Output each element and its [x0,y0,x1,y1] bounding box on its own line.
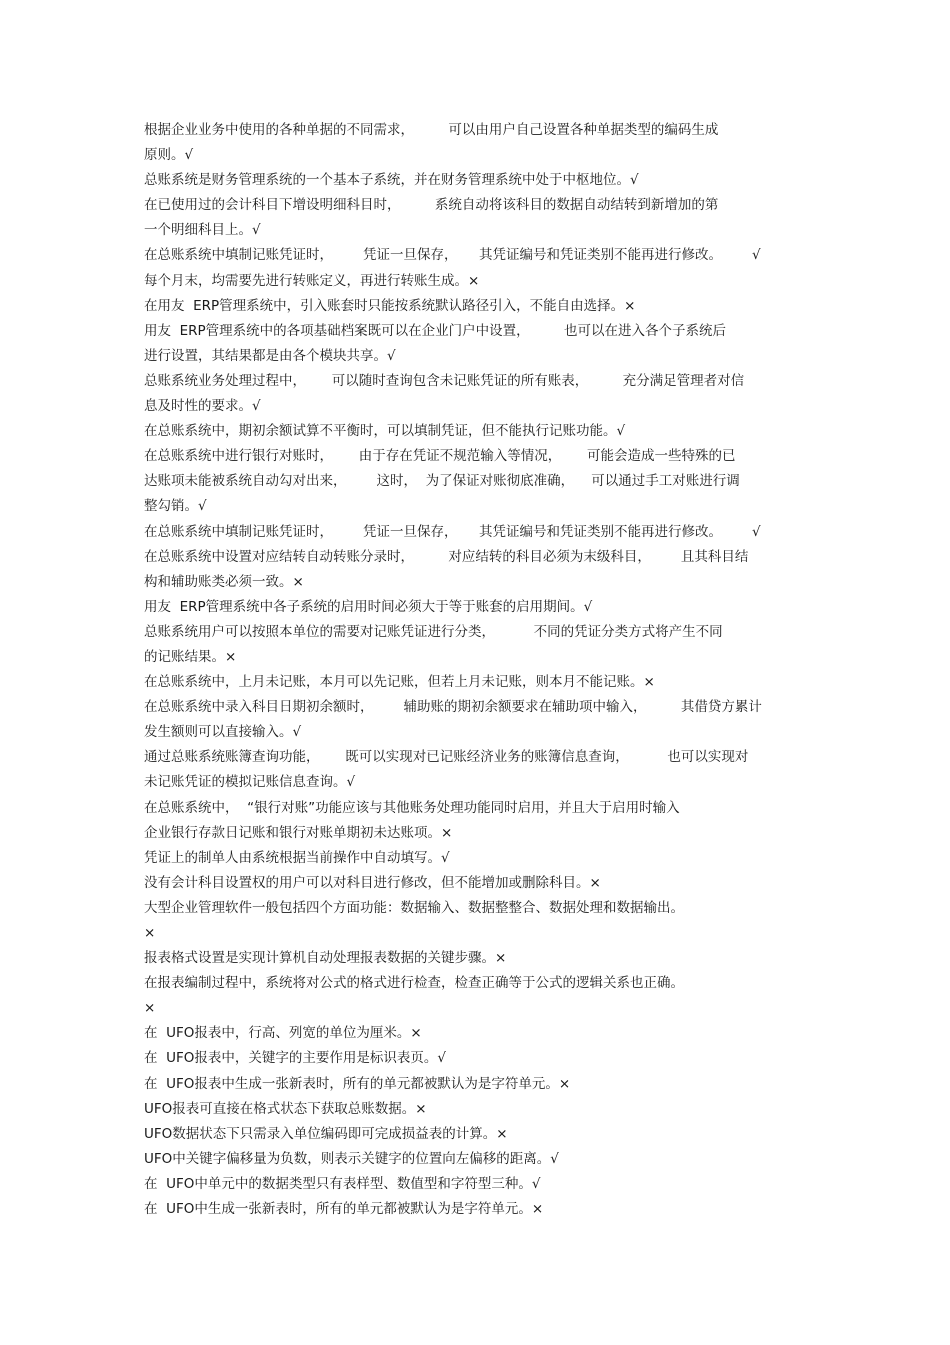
text-line: 在 UFO报表中，关键字的主要作用是标识表页。√ [144,1050,446,1067]
text-line: 用友 ERP管理系统中各子系统的启用时间必须大于等于账套的启用期间。√ [144,598,593,615]
text-line: 在总账系统中设置对应结转自动转账分录时， 对应结转的科目必须为末级科目， 且其科目结 [144,548,749,565]
text-line: 总账系统用户可以按照本单位的需要对记账凭证进行分类， 不同的凭证分类方式将产生不同 [144,623,723,640]
text-line: 在总账系统中录入科目日期初余额时， 辅助账的期初余额要求在辅助项中输入， 其借贷方累计 [144,699,762,716]
text-line: 报表格式设置是实现计算机自动处理报表数据的关键步骤。× [144,950,507,967]
text-line: UFO数据状态下只需录入单位编码即可完成损益表的计算。× [144,1125,508,1142]
text-line: 根据企业业务中使用的各种单据的不同需求， 可以由用户自己设置各种单据类型的编码生成 [144,122,719,138]
text-line: 在报表编制过程中，系统将对公式的格式进行检查，检查正确等于公式的逻辑关系也正确。 [144,975,684,992]
text-line: 总账系统是财务管理系统的一个基本子系统，并在财务管理系统中处于中枢地位。√ [144,172,639,189]
text-line: 在总账系统中， “银行对账”功能应该与其他账务处理功能同时启用，并且大于启用时输入 [144,799,680,816]
text-line: 没有会计科目设置权的用户可以对科目进行修改，但不能增加或删除科目。× [144,874,601,891]
text-line: 在总账系统中，上月未记账，本月可以先记账，但若上月未记账，则本月不能记账。× [144,674,655,691]
text-line: 构和辅助账类必须一致。× [144,573,304,590]
text-line: 总账系统业务处理过程中， 可以随时查询包含未记账凭证的所有账表， 充分满足管理者对信 [144,372,745,389]
text-line: 在 UFO报表中生成一张新表时，所有的单元都被默认为是字符单元。× [144,1075,571,1092]
text-line: 在总账系统中进行银行对账时， 由于存在凭证不规范输入等情况， 可能会造成一些特殊的已 [144,448,736,465]
text-line: 一个明细科目上。√ [144,222,261,239]
text-line: UFO报表可直接在格式状态下获取总账数据。× [144,1100,427,1117]
document-body [144,118,809,1222]
text-line: 的记账结果。× [144,648,237,665]
text-line: 在 UFO中生成一张新表时，所有的单元都被默认为是字符单元。× [144,1201,544,1218]
text-line: 达账项未能被系统自动勾对出来， 这时， 为了保证对账彻底准确， 可以通过手工对账进行调 [144,473,740,490]
text-line: 在已使用过的会计科目下增设明细科目时， 系统自动将该科目的数据自动结转到新增加的第 [144,197,719,214]
text-line: 息及时性的要求。√ [144,398,261,415]
text-line: 整勾销。√ [144,498,207,515]
text-line: 在 UFO中单元中的数据类型只有表样型、数值型和字符型三种。√ [144,1175,541,1192]
text-line: 原则。√ [144,147,194,164]
text-line: 未记账凭证的模拟记账信息查询。√ [144,774,356,791]
text-line: 在用友 ERP管理系统中，引入账套时只能按系统默认路径引入，不能自由选择。× [144,297,636,314]
text-line: 用友 ERP管理系统中的各项基础档案既可以在企业门户中设置， 也可以在进入各个子系统后 [144,322,726,339]
text-line: 在总账系统中填制记账凭证时， 凭证一旦保存， 其凭证编号和凭证类别不能再进行修改。 √ [144,523,761,540]
text-line: UFO中关键字偏移量为负数，则表示关键字的位置向左偏移的距离。√ [144,1150,559,1167]
text-line: 在总账系统中，期初余额试算不平衡时，可以填制凭证，但不能执行记账功能。√ [144,423,626,440]
text-line: 每个月末，均需要先进行转账定义，再进行转账生成。× [144,272,480,289]
text-line: 大型企业管理软件一般包括四个方面功能：数据输入、数据整整合、数据处理和数据输出。 [144,899,684,916]
text-line: × [144,1000,156,1017]
text-line: 发生额则可以直接输入。√ [144,724,302,741]
text-line: 企业银行存款日记账和银行对账单期初未达账项。× [144,824,453,841]
text-line: 在总账系统中填制记账凭证时， 凭证一旦保存， 其凭证编号和凭证类别不能再进行修改。 √ [144,247,761,264]
text-line: 进行设置，其结果都是由各个模块共享。√ [144,347,396,364]
text-line: 通过总账系统账簿查询功能， 既可以实现对已记账经济业务的账簿信息查询， 也可以实现对 [144,749,749,766]
text-line: × [144,925,156,941]
text-line: 凭证上的制单人由系统根据当前操作中自动填写。√ [144,849,450,866]
text-line: 在 UFO报表中，行高、列宽的单位为厘米。× [144,1025,422,1042]
